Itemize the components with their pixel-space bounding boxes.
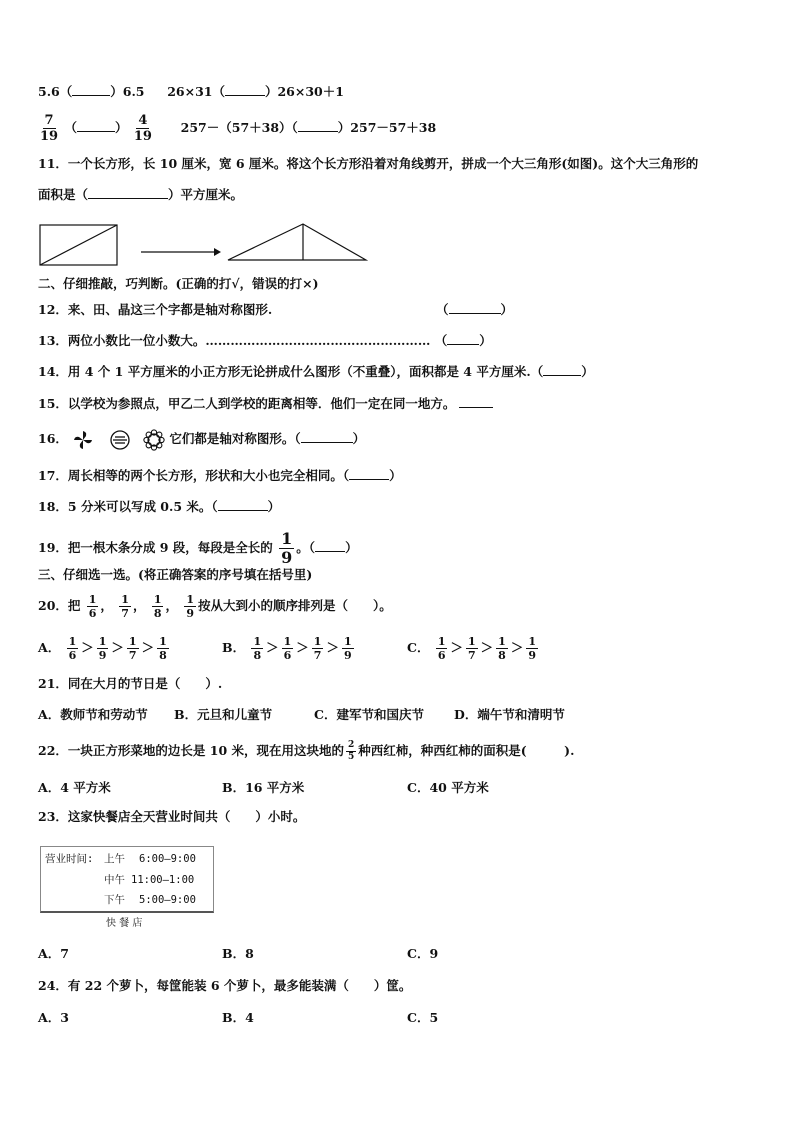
question-12: 12．来、田、晶这三个字都是轴对称图形. — [38, 302, 273, 317]
question-12-answer: （ ） — [436, 302, 514, 317]
question-20-option-c[interactable]: C． $\frac{1}{6}$ ＞ $\frac{1}{7}$ ＞ $\frac{1}{8}$ ＞ $\frac{1}{9}$ — [407, 635, 536, 662]
answer-blank[interactable] — [88, 187, 168, 199]
section-3-title: 三、仔细选一选。(将正确答案的序号填在括号里) — [38, 567, 313, 582]
question-22-option-c[interactable]: C．40 平方米 — [407, 780, 489, 795]
question-24-option-b[interactable]: B．4 — [222, 1010, 254, 1025]
period-label: 下午 — [104, 894, 125, 906]
question-11-line1: 11．一个长方形，长 10 厘米，宽 6 厘米。将这个长方形沿着对角线剪开，拼成一个大三角形(如图)。这个大三角形的 — [38, 156, 699, 171]
question-20: 20．把 $\frac{1}{6}$ ， $\frac{1}{7}$ ， $\frac{1}{8}$ ， $\frac{1}{9}$ 按从大到小的顺序排列是（ ）。 — [38, 593, 392, 620]
answer-blank[interactable] — [301, 431, 353, 443]
time-range: 6:00—9:00 — [139, 853, 196, 865]
answer-blank[interactable] — [449, 302, 501, 314]
question-22-option-b[interactable]: B．16 平方米 — [222, 780, 305, 795]
compare-row-1: 5.6（ ）6.5 26×31（ ）26×30＋1 — [38, 84, 344, 99]
question-20-option-a[interactable]: A． $\frac{1}{6}$ ＞ $\frac{1}{9}$ ＞ $\frac{1}{7}$ ＞ $\frac{1}{8}$ — [38, 635, 167, 662]
rectangle-to-triangle-figure — [38, 222, 368, 268]
question-23: 23．这家快餐店全天营业时间共（ ）小时。 — [38, 809, 306, 824]
circle-bars-icon — [109, 429, 131, 451]
question-21-option-a[interactable]: A．教师节和劳动节 — [38, 707, 148, 722]
pinwheel-icon — [72, 429, 94, 451]
answer-blank[interactable] — [77, 120, 115, 132]
table-caption: 快 餐 店 — [106, 918, 143, 929]
diagonal-line — [40, 225, 117, 265]
question-21-option-c[interactable]: C．建军节和国庆节 — [314, 707, 424, 722]
question-21-option-d[interactable]: D．端午节和清明节 — [454, 707, 565, 722]
fraction: $\frac{1}{9}$ — [281, 529, 293, 567]
period-label: 上午 — [104, 853, 125, 865]
question-11-line2: 面积是（ ）平方厘米。 — [38, 187, 244, 202]
question-16: 16． 它们都是轴对称图形。（ ） — [38, 428, 365, 451]
question-24: 24．有 22 个萝卜，每筐能装 6 个萝卜，最多能装满（ ）筐。 — [38, 978, 412, 993]
question-20-option-b[interactable]: B． $\frac{1}{8}$ ＞ $\frac{1}{6}$ ＞ $\frac{1}{7}$ ＞ $\frac{1}{9}$ — [222, 635, 352, 662]
question-13: 13．两位小数比一位小数大。……………………………………………… （ ） — [38, 333, 492, 348]
question-23-option-b[interactable]: B．8 — [222, 946, 254, 961]
answer-blank[interactable] — [225, 84, 265, 96]
section-2-title: 二、仔细推敲，巧判断。(正确的打√，错误的打×) — [38, 276, 319, 291]
business-hours-label: 营业时间: — [45, 853, 94, 865]
business-hours-table — [40, 846, 214, 913]
question-23-option-c[interactable]: C．9 — [407, 946, 439, 961]
flower-ring-icon — [143, 429, 165, 451]
answer-blank[interactable] — [218, 499, 268, 511]
triangle-shape — [228, 224, 366, 260]
question-18: 18．5 分米可以写成 0.5 米。（ ） — [38, 499, 281, 514]
answer-blank[interactable] — [298, 120, 338, 132]
question-24-option-a[interactable]: A．3 — [38, 1010, 69, 1025]
question-14: 14．用 4 个 1 平方厘米的小正方形无论拼成什么图形（不重叠），面积都是 4 平方厘米.（ ） — [38, 364, 594, 379]
answer-blank[interactable] — [447, 333, 479, 345]
fraction: $\frac{1}{9}$ — [186, 593, 195, 620]
arrow-head-icon — [214, 248, 221, 256]
fraction: $\frac{1}{8}$ — [153, 593, 162, 620]
answer-blank[interactable] — [315, 540, 345, 552]
question-23-option-a[interactable]: A．7 — [38, 946, 69, 961]
period-label: 中午 — [104, 874, 125, 886]
answer-blank[interactable] — [72, 84, 110, 96]
fraction: $\frac{7}{19}$ — [40, 113, 59, 144]
time-range: 5:00—9:00 — [139, 894, 196, 906]
answer-blank[interactable] — [543, 364, 581, 376]
fraction: $\frac{1}{7}$ — [121, 593, 129, 620]
question-21-option-b[interactable]: B．元旦和儿童节 — [174, 707, 273, 722]
time-range: 11:00—1:00 — [131, 874, 195, 886]
question-17: 17．周长相等的两个长方形，形状和大小也完全相同。（ ） — [38, 468, 402, 483]
question-21: 21．同在大月的节日是（ ）. — [38, 676, 223, 691]
fraction: $\frac{4}{19}$ — [133, 113, 152, 144]
answer-blank[interactable] — [349, 468, 389, 480]
question-22-option-a[interactable]: A．4 平方米 — [38, 780, 111, 795]
fraction: $\frac{1}{6}$ — [88, 593, 97, 620]
question-22: 22．一块正方形菜地的边长是 10 米，现在用这块地的 $\frac{2}{5}$ 种西红柿，种西红柿的面积是( ). — [38, 740, 575, 762]
answer-blank[interactable] — [459, 396, 493, 408]
question-19: 19．把一根木条分成 9 段，每段是全长的 $\frac{1}{9}$ 。（ ） — [38, 529, 358, 567]
question-15: 15．以学校为参照点，甲乙二人到学校的距离相等．他们一定在同一地方。 — [38, 396, 493, 412]
fraction: $\frac{2}{5}$ — [348, 740, 355, 762]
compare-row-2: $\frac{7}{19}$ （ ） $\frac{4}{19}$ 257－（57＋38）（ ）257－57＋38 — [40, 113, 437, 144]
question-24-option-c[interactable]: C．5 — [407, 1010, 439, 1025]
